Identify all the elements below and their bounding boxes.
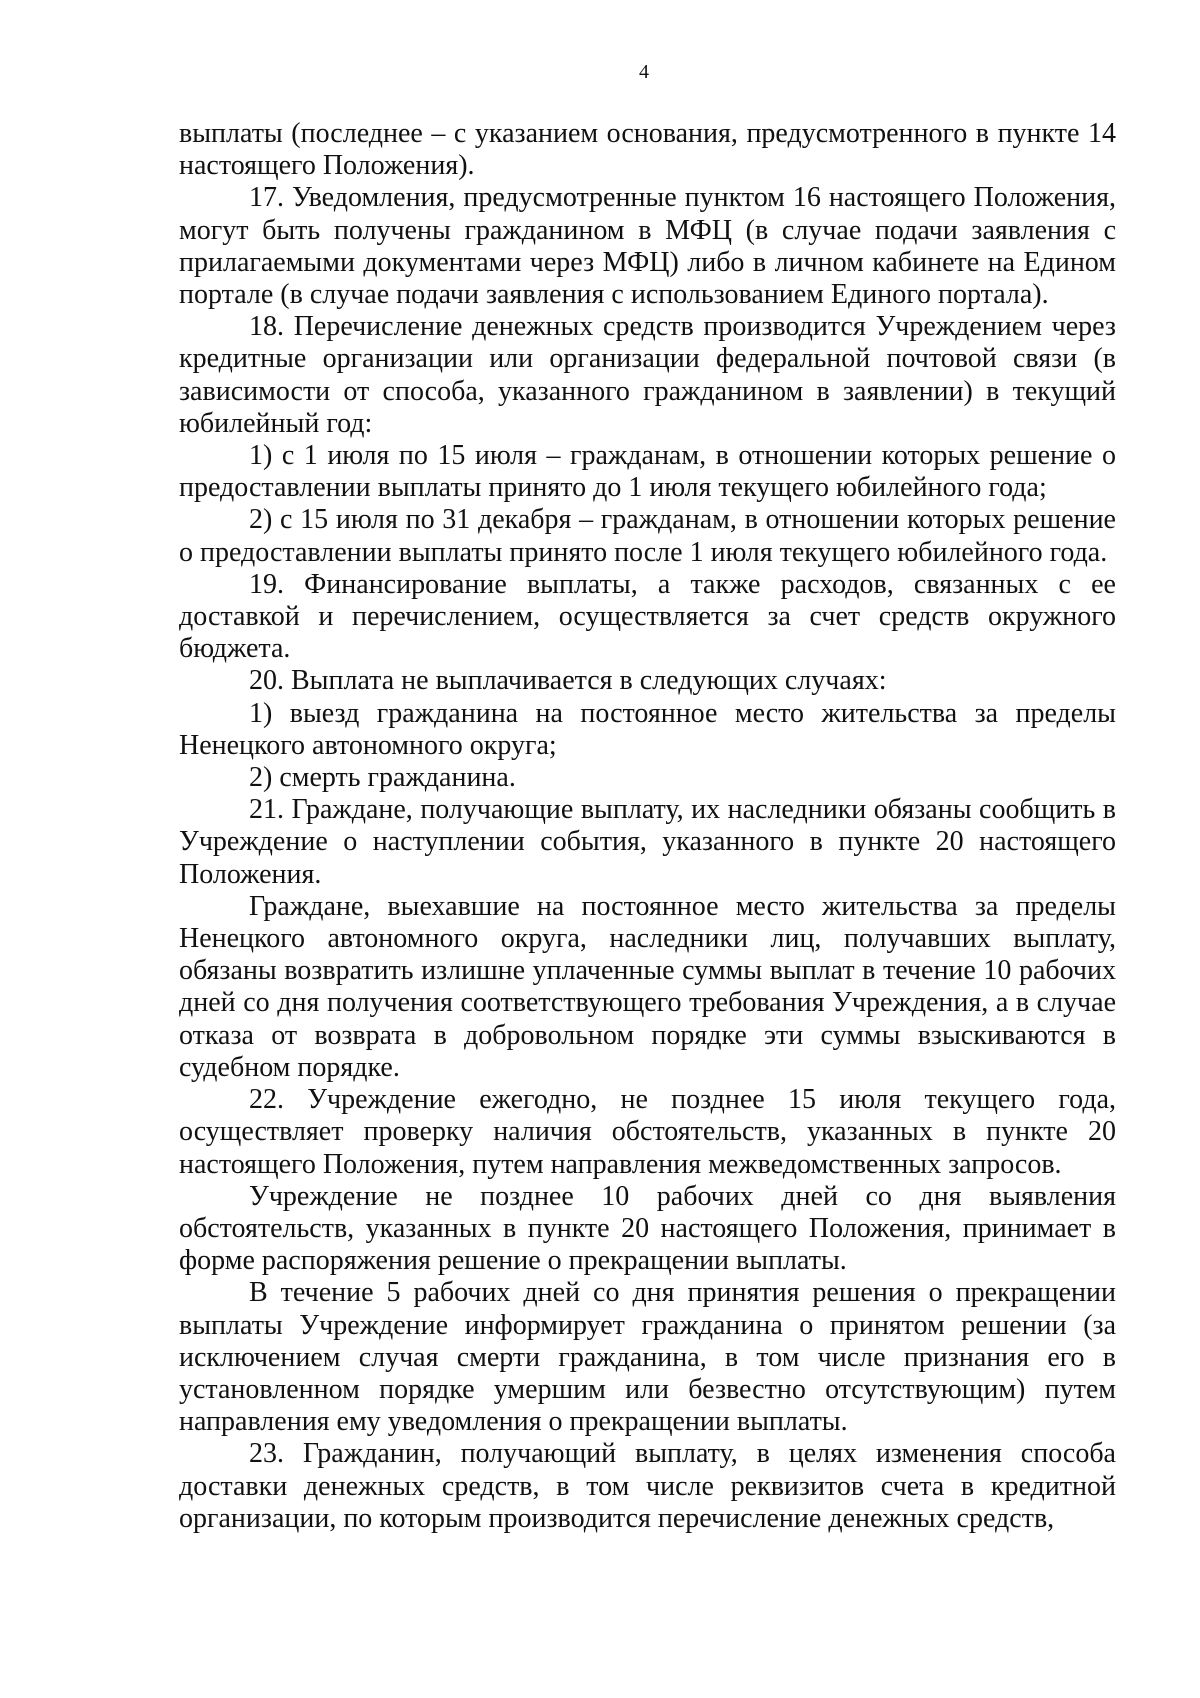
paragraph: 18. Перечисление денежных средств производится Учреждением через кредитные организации или организации федеральной почтовой связи (в зависимости от способа, указанного гражданином в заявлении) в текущий юбилейный год: [179,311,1116,439]
paragraph: 2) смерть гражданина. [249,762,516,794]
page-number: 4 [639,61,649,83]
body-text [179,118,1116,1535]
paragraph: 21. Граждане, получающие выплату, их наследники обязаны сообщить в Учреждение о наступлении события, указанного в пункте 20 настоящего Положения. [179,794,1116,890]
paragraph: 17. Уведомления, предусмотренные пунктом 16 настоящего Положения, могут быть получены гражданином в МФЦ (в случае подачи заявления с прилагаемыми документами через МФЦ) либо в личном кабинете на Едином портале (в случае подачи заявления с использованием Единого портала). [179,182,1116,311]
paragraph: 2) с 15 июля по 31 декабря – гражданам, в отношении которых решение о предоставлении выплаты принято после 1 июля текущего юбилейного года. [179,504,1116,568]
paragraph: 23. Гражданин, получающий выплату, в целях изменения способа доставки денежных средств, в том числе реквизитов счета в кредитной организации, по которым производится перечисление денежных средств, [179,1438,1116,1534]
paragraph: Учреждение не позднее 10 рабочих дней со дня выявления обстоятельств, указанных в пункте 20 настоящего Положения, принимает в форме распоряжения решение о прекращении выплаты. [179,1180,1116,1277]
paragraph: 22. Учреждение ежегодно, не позднее 15 июля текущего года, осуществляет проверку наличия обстоятельств, указанных в пункте 20 настоящего Положения, путем направления межведомственных запросов. [179,1084,1116,1180]
paragraph: 20. Выплата не выплачивается в следующих случаях: [249,665,887,697]
paragraph: Граждане, выехавшие на постоянное место жительства за пределы Ненецкого автономного округа, наследники лиц, получавших выплату, обязаны возвратить излишне уплаченные суммы выплат в течение 10 рабочих дней со дня получения соответствующего требования Учреждения, а в случае отказа от возврата в добровольном порядке эти суммы взыскиваются в судебном порядке. [179,890,1116,1083]
paragraph: 1) с 1 июля по 15 июля – гражданам, в отношении которых решение о предоставлении выплаты принято до 1 июля текущего юбилейного года; [179,440,1116,504]
paragraph: 1) выезд гражданина на постоянное место жительства за пределы Ненецкого автономного округа; [179,697,1116,761]
paragraph: выплаты (последнее – с указанием основания, предусмотренного в пункте 14 настоящего Положения). [179,118,1116,182]
paragraph: В течение 5 рабочих дней со дня принятия решения о прекращении выплаты Учреждение информирует гражданина о принятом решении (за исключением случая смерти гражданина, в том числе признания его в установленном порядке умершим или безвестно отсутствующим) путем направления ему уведомления о прекращении выплаты. [179,1277,1116,1438]
paragraph: 19. Финансирование выплаты, а также расходов, связанных с ее доставкой и перечислением, осуществляется за счет средств окружного бюджета. [179,568,1116,665]
